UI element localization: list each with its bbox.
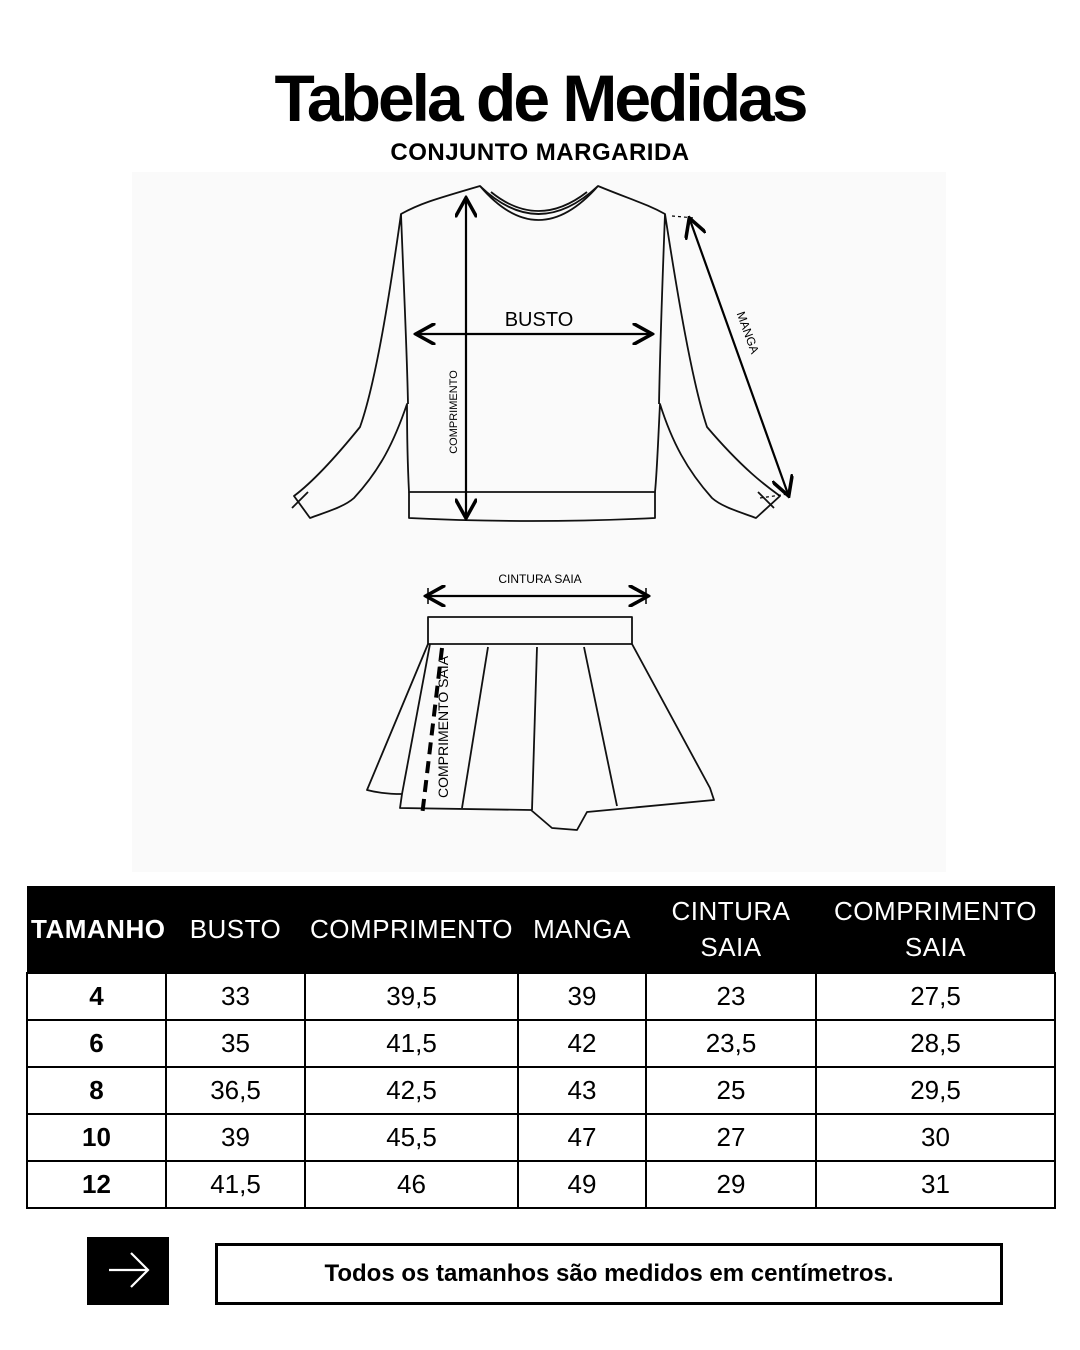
cell-manga: 42 [518,1020,646,1067]
cell-comprimento-saia: 31 [816,1161,1055,1208]
garment-diagram [132,172,946,872]
cell-cintura-saia: 27 [646,1114,816,1161]
cell-manga: 43 [518,1067,646,1114]
header-cintura-saia [646,886,816,973]
manga-label: MANGA [733,309,762,356]
cell-busto: 36,5 [166,1067,305,1114]
table-row [27,1161,1055,1208]
cell-tamanho: 4 [27,973,166,1020]
cell-tamanho: 12 [27,1161,166,1208]
cell-tamanho: 10 [27,1114,166,1161]
page-subtitle: CONJUNTO MARGARIDA [390,139,690,166]
cell-comprimento-saia: 29,5 [816,1067,1055,1114]
size-table [26,886,1056,1209]
cell-cintura-saia: 29 [646,1161,816,1208]
comprimento-saia-label: COMPRIMENTO SAIA [435,655,451,799]
cell-comprimento: 45,5 [305,1114,518,1161]
cell-tamanho: 6 [27,1020,166,1067]
cell-comprimento: 39,5 [305,973,518,1020]
next-button[interactable] [87,1237,169,1305]
header-cintura-saia-text: CINTURA SAIA [671,896,791,962]
skirt-drawing [367,617,714,830]
table-row [27,973,1055,1020]
sweater-drawing [292,186,780,521]
cell-comprimento-saia: 27,5 [816,973,1055,1020]
cell-comprimento-saia: 28,5 [816,1020,1055,1067]
table-row [27,1067,1055,1114]
cell-comprimento-saia: 30 [816,1114,1055,1161]
cell-busto: 33 [166,973,305,1020]
cell-manga: 39 [518,973,646,1020]
header-comprimento-saia-text: COMPRIMENTO SAIA [834,896,1037,962]
header-tamanho: TAMANHO [27,886,166,973]
arrow-right-icon [87,1237,169,1305]
header-comprimento-saia [816,886,1055,973]
cell-busto: 41,5 [166,1161,305,1208]
page-title: Tabela de Medidas [274,61,806,135]
cell-comprimento: 41,5 [305,1020,518,1067]
header-comprimento: COMPRIMENTO [305,886,518,973]
header-manga: MANGA [518,886,646,973]
cell-manga: 47 [518,1114,646,1161]
cell-comprimento: 46 [305,1161,518,1208]
cell-comprimento: 42,5 [305,1067,518,1114]
cell-manga: 49 [518,1161,646,1208]
cell-cintura-saia: 25 [646,1067,816,1114]
cintura-saia-label: CINTURA SAIA [498,572,582,586]
cell-busto: 35 [166,1020,305,1067]
cell-tamanho: 8 [27,1067,166,1114]
header-busto: BUSTO [166,886,305,973]
units-note-text: Todos os tamanhos são medidos em centímetros. [324,1260,894,1287]
busto-label: BUSTO [504,309,574,331]
units-note [215,1243,1003,1305]
comprimento-label: COMPRIMENTO [448,370,460,454]
cell-cintura-saia: 23 [646,973,816,1020]
cell-busto: 39 [166,1114,305,1161]
table-row [27,1020,1055,1067]
garment-illustration [132,172,946,872]
cell-cintura-saia: 23,5 [646,1020,816,1067]
table-row [27,1114,1055,1161]
table-header-row [27,886,1055,973]
